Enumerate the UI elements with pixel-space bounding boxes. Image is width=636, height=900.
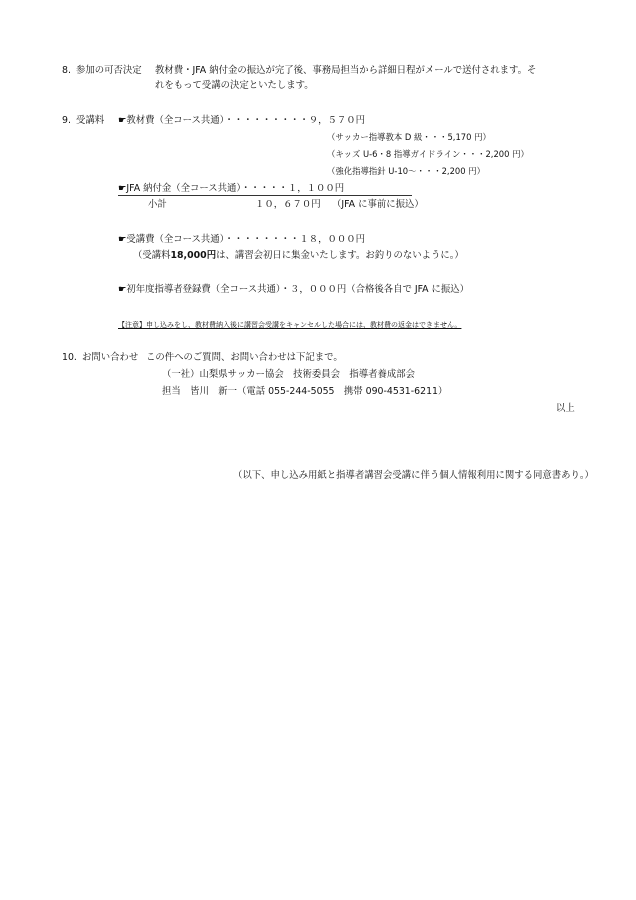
registration-fee: ☛初年度指導者登録費（全コース共通）・３，０００円（合格後各自で JFA に振込）: [118, 284, 470, 295]
closing-text: 以上: [556, 403, 575, 414]
section8-number: 8.: [62, 65, 71, 76]
subtotal-label: 小計: [148, 199, 167, 210]
section8-line2: れをもって受講の決定といたします。: [155, 80, 314, 91]
section10-title: お問い合わせ: [82, 352, 139, 363]
footer-note: （以下、申し込み用紙と指導者講習会受講に伴う個人情報利用に関する同意書あり。）: [233, 470, 594, 481]
section8-line1: 教材費・JFA 納付金の振込が完了後、事務局担当から詳細日程がメールで送付されます。そ: [155, 65, 537, 76]
section10-intro: この件へのご質問、お問い合わせは下記まで。: [146, 352, 343, 363]
subtotal-value: １０，６７０円: [255, 199, 321, 210]
tuition-note-post: は、講習会初日に集金いたします。お釣りのないように。）: [216, 250, 464, 261]
contact-person: 担当 皆川 新一（電話 055-244-5055 携帯 090-4531-6211）: [162, 386, 448, 397]
materials-fee: ☛教材費（全コース共通）・・・・・・・・・９，５７０円: [118, 115, 365, 126]
section9-title: 受講料: [76, 115, 105, 126]
caution-note: 【注意】申し込みをし、教材費納入後に講習会受講をキャンセルした場合には、教材費の返金はできません。: [118, 321, 462, 329]
tuition-fee: ☛受講費（全コース共通）・・・・・・・・１８，０００円: [118, 234, 365, 245]
jfa-fee: ☛JFA 納付金（全コース共通）・・・・・１，１００円: [118, 183, 345, 194]
materials-item: （強化指導指針 U-10～・・・2,200 円）: [327, 166, 485, 176]
materials-item: （キッズ U-6・8 指導ガイドライン・・・2,200 円）: [327, 149, 529, 159]
section8-title: 参加の可否決定: [76, 65, 142, 76]
materials-item: （サッカー指導教本 D 級・・・5,170 円）: [327, 132, 491, 142]
section10-number: 10.: [62, 352, 77, 363]
section9-number: 9.: [62, 115, 71, 126]
tuition-note-pre: （受講料: [133, 250, 171, 261]
tuition-note: [133, 250, 464, 262]
subtotal-rule: [118, 195, 412, 196]
subtotal-note: （JFA に事前に振込）: [332, 199, 424, 210]
contact-organization: （一社）山梨県サッカー協会 技術委員会 指導者養成部会: [162, 369, 415, 380]
tuition-note-amount: 18,000円: [170, 250, 217, 261]
